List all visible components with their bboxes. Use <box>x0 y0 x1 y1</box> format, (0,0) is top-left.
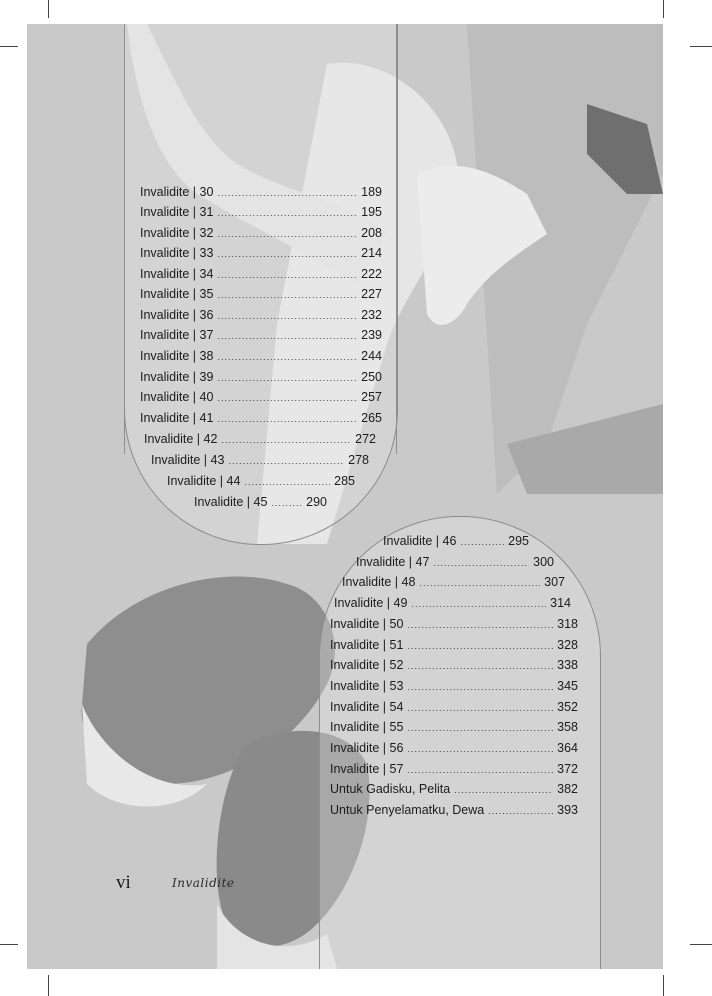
toc-entry-label: Invalidite | 40 <box>140 390 214 404</box>
toc-entry[interactable] <box>330 638 578 657</box>
toc-entry[interactable] <box>151 453 369 472</box>
toc-entry[interactable] <box>342 575 565 594</box>
toc-page-number: 244 <box>361 349 382 363</box>
toc-leader-dots <box>217 208 357 218</box>
toc-leader-dots <box>419 578 540 588</box>
toc-entry-label: Invalidite | 53 <box>330 679 404 693</box>
toc-entry[interactable] <box>330 803 578 822</box>
toc-leader-dots <box>407 661 553 671</box>
toc-entry[interactable] <box>334 596 571 615</box>
toc-entry[interactable] <box>383 534 529 553</box>
toc-entry[interactable] <box>330 658 578 677</box>
toc-entry-label: Invalidite | 47 <box>356 555 430 569</box>
toc-leader-dots <box>217 229 357 239</box>
toc-page-number: 318 <box>557 617 578 631</box>
toc-page-number: 208 <box>361 226 382 240</box>
toc-entry[interactable] <box>167 474 355 493</box>
toc-page-number: 300 <box>533 555 554 569</box>
toc-entry[interactable] <box>140 390 382 409</box>
guide-line <box>396 24 397 454</box>
toc-leader-dots <box>217 290 357 300</box>
toc-entry-label: Untuk Gadisku, Pelita <box>330 782 451 796</box>
toc-page-number: 358 <box>557 720 578 734</box>
toc-entry-label: Invalidite | 36 <box>140 308 214 322</box>
toc-entry-label: Invalidite | 45 <box>194 495 268 509</box>
toc-entry[interactable] <box>140 308 382 327</box>
toc-entry-label: Invalidite | 37 <box>140 328 214 342</box>
toc-leader-dots <box>460 537 504 547</box>
toc-entry[interactable] <box>140 185 382 204</box>
toc-page-number: 214 <box>361 246 382 260</box>
toc-entry-label: Invalidite | 52 <box>330 658 404 672</box>
toc-entry-label: Invalidite | 43 <box>151 453 225 467</box>
toc-page-number: 265 <box>361 411 382 425</box>
toc-entry-label: Invalidite | 57 <box>330 762 404 776</box>
toc-entry-label: Invalidite | 39 <box>140 370 214 384</box>
crop-mark <box>690 46 712 47</box>
toc-page-number: 285 <box>334 474 355 488</box>
toc-entry-label: Invalidite | 49 <box>334 596 408 610</box>
toc-page-number: 338 <box>557 658 578 672</box>
crop-mark <box>663 0 664 18</box>
toc-page-number: 307 <box>544 575 565 589</box>
toc-leader-dots <box>244 477 330 487</box>
crop-mark <box>0 944 18 945</box>
toc-leader-dots <box>217 270 357 280</box>
toc-page-number: 189 <box>361 185 382 199</box>
toc-entry-label: Invalidite | 55 <box>330 720 404 734</box>
toc-entry-label: Invalidite | 46 <box>383 534 457 548</box>
toc-entry[interactable] <box>140 226 382 245</box>
toc-page-number: 222 <box>361 267 382 281</box>
toc-leader-dots <box>411 599 546 609</box>
toc-entry-label: Invalidite | 35 <box>140 287 214 301</box>
toc-page-number: 393 <box>557 803 578 817</box>
toc-page-number: 372 <box>557 762 578 776</box>
toc-entry[interactable] <box>330 617 578 636</box>
toc-entry[interactable] <box>140 349 382 368</box>
crop-mark <box>690 944 712 945</box>
toc-leader-dots <box>217 373 357 383</box>
toc-page-number: 195 <box>361 205 382 219</box>
toc-page-number: 352 <box>557 700 578 714</box>
toc-entry-label: Invalidite | 56 <box>330 741 404 755</box>
toc-leader-dots <box>271 498 302 508</box>
toc-leader-dots <box>217 352 357 362</box>
toc-leader-dots <box>217 414 357 424</box>
toc-entry-label: Invalidite | 44 <box>167 474 241 488</box>
toc-page-number: 314 <box>550 596 571 610</box>
toc-entry[interactable] <box>140 246 382 265</box>
crop-mark <box>48 975 49 996</box>
toc-entry-label: Invalidite | 48 <box>342 575 416 589</box>
toc-entry[interactable] <box>330 741 578 760</box>
toc-page-number: 328 <box>557 638 578 652</box>
toc-entry[interactable] <box>330 679 578 698</box>
toc-entry-label: Untuk Penyelamatku, Dewa <box>330 803 485 817</box>
toc-page-number: 272 <box>355 432 376 446</box>
toc-entry[interactable] <box>144 432 376 451</box>
toc-entry[interactable] <box>330 762 578 781</box>
toc-entry[interactable] <box>140 411 382 430</box>
toc-page-number: 250 <box>361 370 382 384</box>
toc-entry-label: Invalidite | 30 <box>140 185 214 199</box>
toc-leader-dots <box>407 723 553 733</box>
crop-mark <box>48 0 49 18</box>
toc-entry-label: Invalidite | 42 <box>144 432 218 446</box>
toc-leader-dots <box>217 249 357 259</box>
toc-page-number: 278 <box>348 453 369 467</box>
toc-page-number: 227 <box>361 287 382 301</box>
toc-leader-dots <box>228 456 344 466</box>
guide-line <box>124 24 125 454</box>
toc-entry[interactable] <box>140 205 382 224</box>
toc-leader-dots <box>217 188 357 198</box>
toc-entry[interactable] <box>330 720 578 739</box>
toc-entry[interactable] <box>356 555 554 574</box>
toc-entry-label: Invalidite | 31 <box>140 205 214 219</box>
toc-entry[interactable] <box>330 782 578 801</box>
toc-entry-label: Invalidite | 50 <box>330 617 404 631</box>
toc-page-number: 295 <box>508 534 529 548</box>
toc-leader-dots <box>407 620 553 630</box>
toc-entry[interactable] <box>330 700 578 719</box>
crop-mark <box>0 46 18 47</box>
page-number: vi <box>116 872 131 893</box>
toc-leader-dots <box>407 703 553 713</box>
toc-entry[interactable] <box>194 495 327 514</box>
book-page <box>27 24 663 969</box>
toc-entry[interactable] <box>140 287 382 306</box>
toc-leader-dots <box>433 558 529 568</box>
toc-page-number: 364 <box>557 741 578 755</box>
crop-mark <box>663 975 664 996</box>
toc-page-number: 345 <box>557 679 578 693</box>
toc-page-number: 232 <box>361 308 382 322</box>
toc-entry-label: Invalidite | 34 <box>140 267 214 281</box>
toc-leader-dots <box>217 331 357 341</box>
toc-entry-label: Invalidite | 51 <box>330 638 404 652</box>
toc-entry[interactable] <box>140 370 382 389</box>
toc-leader-dots <box>217 393 357 403</box>
toc-leader-dots <box>407 744 553 754</box>
toc-page-number: 382 <box>557 782 578 796</box>
toc-leader-dots <box>488 806 553 816</box>
toc-page-number: 257 <box>361 390 382 404</box>
toc-page-number: 290 <box>306 495 327 509</box>
toc-leader-dots <box>221 435 351 445</box>
guide-line <box>319 624 320 969</box>
toc-entry[interactable] <box>140 328 382 347</box>
toc-entry[interactable] <box>140 267 382 286</box>
toc-entry-label: Invalidite | 38 <box>140 349 214 363</box>
toc-leader-dots <box>407 641 553 651</box>
toc-entry-label: Invalidite | 33 <box>140 246 214 260</box>
toc-entry-label: Invalidite | 32 <box>140 226 214 240</box>
toc-leader-dots <box>454 785 553 795</box>
toc-leader-dots <box>407 765 553 775</box>
running-title: Invalidite <box>172 876 235 890</box>
toc-entry-label: Invalidite | 54 <box>330 700 404 714</box>
toc-leader-dots <box>407 682 553 692</box>
toc-page-number: 239 <box>361 328 382 342</box>
toc-entry-label: Invalidite | 41 <box>140 411 214 425</box>
toc-leader-dots <box>217 311 357 321</box>
